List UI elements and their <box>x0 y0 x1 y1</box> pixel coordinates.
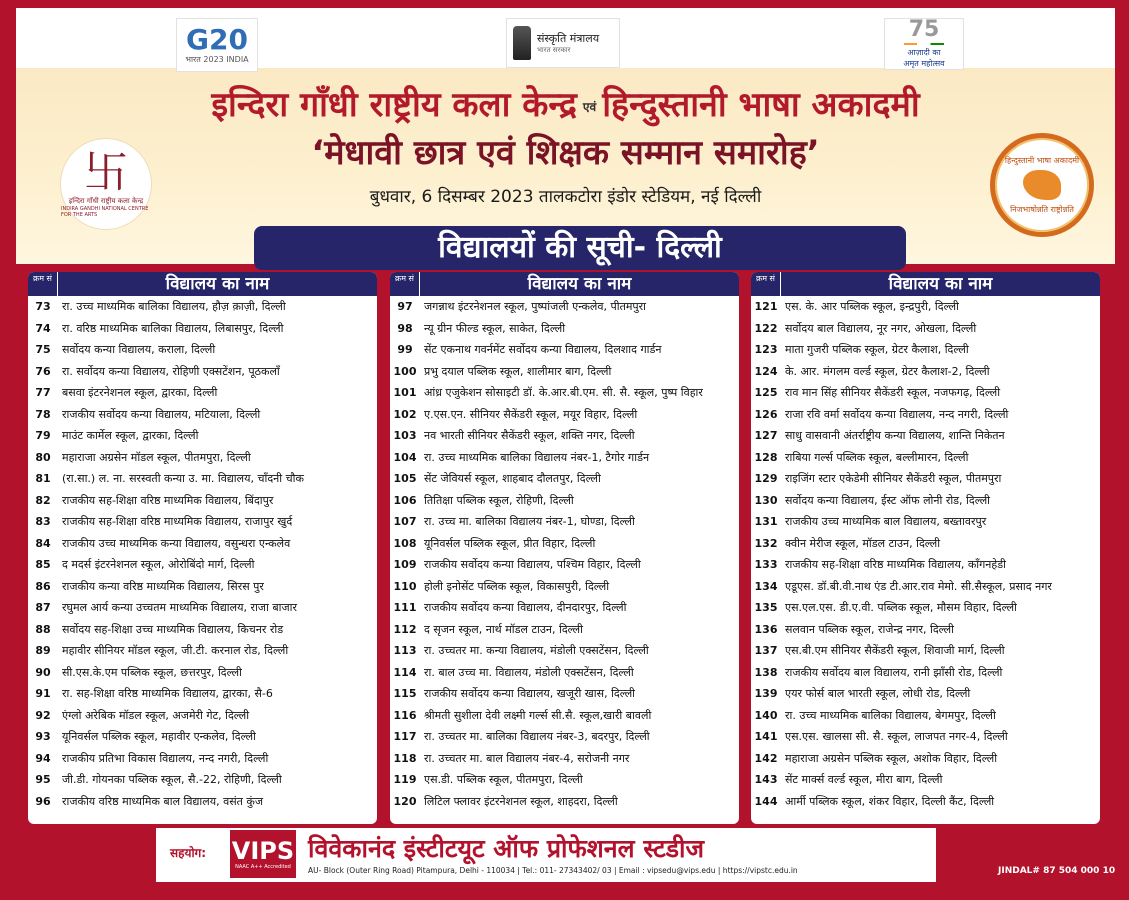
serial-number: 99 <box>397 343 413 357</box>
print-code: JINDAL# 87 504 000 10 <box>998 866 1116 876</box>
school-name: राजकीय सह-शिक्षा वरिष्ठ माध्यमिक विद्यालय, बिंदापुर <box>62 493 274 507</box>
school-name-header: विद्यालय का नाम <box>888 274 993 294</box>
vips-accreditation: NAAC A++ Accredited <box>235 864 291 870</box>
serial-number: 77 <box>35 386 51 400</box>
serial-number: 85 <box>35 558 51 572</box>
school-name: राजकीय उच्च माध्यमिक बाल विद्यालय, बख्तावरपुर <box>785 515 987 529</box>
vips-institute-name: विवेकानंद इंस्टीटयूट ऑफ प्रोफेशनल स्टडीज <box>308 834 705 863</box>
school-row <box>751 726 1100 748</box>
org2-name: हिन्दुस्तानी भाषा अकादमी <box>602 85 920 125</box>
school-row <box>751 318 1100 340</box>
school-name: रा. उच्च मा. बालिका विद्यालय नंबर-1, घोण्डा, दिल्ली <box>424 515 635 529</box>
serial-number: 91 <box>35 687 51 701</box>
india-map-icon <box>1023 170 1061 200</box>
serial-number: 102 <box>393 407 417 421</box>
school-name: तितिक्षा पब्लिक स्कूल, रोहिणी, दिल्ली <box>424 493 574 507</box>
g20-logo-subtext: भारत 2023 INDIA <box>185 54 249 64</box>
school-name: एडूएस. डॉ.बी.वी.नाथ एंड टी.आर.राव मेमो. सी.सैस्कूल, प्रसाद नगर <box>785 579 1052 593</box>
school-name: सेंट मार्क्स वर्ल्ड स्कूल, मीरा बाग, दिल्ली <box>785 773 943 787</box>
school-row <box>751 447 1100 469</box>
serial-number: 121 <box>754 300 778 314</box>
school-row <box>28 619 377 641</box>
serial-number: 110 <box>393 579 417 593</box>
school-row <box>28 318 377 340</box>
serial-number: 141 <box>754 730 778 744</box>
serial-number: 74 <box>35 321 51 335</box>
school-row <box>390 296 739 318</box>
school-row <box>28 490 377 512</box>
tricolor-flag-icon <box>904 43 944 45</box>
school-name: रा. उच्च माध्यमिक बालिका विद्यालय नंबर-1, टैगोर गार्डन <box>424 450 650 464</box>
serial-number: 126 <box>754 407 778 421</box>
serial-number: 123 <box>754 343 778 357</box>
serial-number-header: क्रम सं <box>390 272 420 296</box>
school-name: सर्वोदय सह-शिक्षा उच्च माध्यमिक विद्यालय, किचनर रोड <box>62 622 284 636</box>
school-name: राजकीय कन्या वरिष्ठ माध्यमिक विद्यालय, सिरस पुर <box>62 579 264 593</box>
serial-number: 144 <box>754 794 778 808</box>
column-header <box>28 272 377 296</box>
sanskriti-mantralaya-logo <box>506 18 620 68</box>
sanskriti-logo-line2: भारत सरकार <box>537 46 571 54</box>
school-name: होली इनोसेंट पब्लिक स्कूल, विकासपुरी, दिल्ली <box>424 579 610 593</box>
sponsor-bar <box>156 828 936 882</box>
vips-address: AU- Block (Outer Ring Road) Pitampura, Delhi - 110034 | Tel.: 011- 27343402/ 03 | Email : vipsedu@vips.edu | https://vipstc.edu.in <box>308 866 798 875</box>
school-list-column-2 <box>390 272 739 824</box>
school-list-column-3 <box>751 272 1100 824</box>
school-name: क्वीन मेरीज स्कूल, मॉडल टाउन, दिल्ली <box>785 536 941 550</box>
national-emblem-icon <box>513 26 531 60</box>
school-name: सर्वोदय बाल विद्यालय, नूर नगर, ओखला, दिल्ली <box>785 321 977 335</box>
school-name: राजकीय प्रतिभा विकास विद्यालय, नन्द नगरी, दिल्ली <box>62 751 269 765</box>
serial-number: 132 <box>754 536 778 550</box>
school-row <box>390 404 739 426</box>
serial-number: 108 <box>393 536 417 550</box>
school-row <box>751 619 1100 641</box>
sponsor-label: सहयोग: <box>170 846 207 860</box>
school-name: द मदर्स इंटरनेशनल स्कूल, ओरोबिंदो मार्ग, दिल्ली <box>62 558 255 572</box>
school-row <box>390 705 739 727</box>
school-row <box>390 640 739 662</box>
serial-number: 104 <box>393 450 417 464</box>
school-row <box>390 511 739 533</box>
school-name: जगन्नाथ इंटरनेशनल स्कूल, पुष्पांजली एन्कलेव, पीतमपुरा <box>424 300 647 314</box>
serial-number: 113 <box>393 644 417 658</box>
school-name: राजकीय सर्वोदय कन्या विद्यालय, खजूरी खास, दिल्ली <box>424 687 636 701</box>
school-name: नव भारती सीनियर सैकेंडरी स्कूल, शक्ति नगर, दिल्ली <box>424 429 635 443</box>
school-name: जी.डी. गोयनका पब्लिक स्कूल, सै.-22, रोहिणी, दिल्ली <box>62 773 282 787</box>
school-name: महावीर सीनियर मॉडल स्कूल, जी.टी. करनाल रोड, दिल्ली <box>62 644 289 658</box>
school-row <box>390 576 739 598</box>
school-row <box>390 425 739 447</box>
vips-logo-text: VIPS <box>231 837 295 865</box>
school-row <box>28 511 377 533</box>
serial-number-header: क्रम सं <box>751 272 781 296</box>
swastika-icon: 卐 <box>84 146 128 198</box>
school-name: रा. वरिष्ठ माध्यमिक बालिका विद्यालय, लिबासपुर, दिल्ली <box>62 321 284 335</box>
school-row <box>390 361 739 383</box>
serial-number: 137 <box>754 644 778 658</box>
serial-number: 80 <box>35 450 51 464</box>
school-row <box>390 490 739 512</box>
serial-number: 88 <box>35 622 51 636</box>
serial-number-header: क्रम सं <box>28 272 58 296</box>
hba-logo-top-text: हिन्दुस्तानी भाषा अकादमी <box>1004 156 1080 165</box>
school-row <box>28 662 377 684</box>
date-venue: बुधवार, 6 दिसम्बर 2023 तालकटोरा इंडोर स्टेडियम, नई दिल्ली <box>369 187 762 207</box>
school-row <box>751 490 1100 512</box>
school-name: यूनिवर्सल पब्लिक स्कूल, महावीर एन्कलेव, दिल्ली <box>62 730 256 744</box>
serial-number: 81 <box>35 472 51 486</box>
school-row <box>390 748 739 770</box>
school-row <box>751 769 1100 791</box>
serial-number: 97 <box>397 300 413 314</box>
school-row <box>751 640 1100 662</box>
school-row <box>751 382 1100 404</box>
serial-number: 98 <box>397 321 413 335</box>
school-name: सलवान पब्लिक स्कूल, राजेन्द्र नगर, दिल्ली <box>785 622 954 636</box>
serial-number: 140 <box>754 708 778 722</box>
school-name: रा. बाल उच्च मा. विद्यालय, मंडोली एक्सटेंसन, दिल्ली <box>424 665 634 679</box>
serial-number: 133 <box>754 558 778 572</box>
serial-number: 96 <box>35 794 51 808</box>
school-row <box>28 533 377 555</box>
school-row <box>751 511 1100 533</box>
school-name: लिटिल फ्लावर इंटरनेशनल स्कूल, शाहदरा, दिल्ली <box>424 794 618 808</box>
school-name: माता गुजरी पब्लिक स्कूल, ग्रेटर कैलाश, दिल्ली <box>785 343 969 357</box>
school-name: राजकीय सर्वोदय बाल विद्यालय, रानी झाँसी रोड, दिल्ली <box>785 665 1003 679</box>
school-name: द सृजन स्कूल, नार्थ मॉडल टाउन, दिल्ली <box>424 622 583 636</box>
school-name: ए.एस.एन. सीनियर सैकेंडरी स्कूल, मयूर विहार, दिल्ली <box>424 407 638 421</box>
school-row <box>390 597 739 619</box>
school-row <box>28 683 377 705</box>
serial-number: 114 <box>393 665 417 679</box>
school-row <box>28 554 377 576</box>
serial-number: 122 <box>754 321 778 335</box>
school-row <box>28 339 377 361</box>
school-row <box>28 296 377 318</box>
school-name: राजकीय वरिष्ठ माध्यमिक बाल विद्यालय, वसंत कुंज <box>62 794 264 808</box>
column-header <box>390 272 739 296</box>
school-row <box>751 404 1100 426</box>
serial-number: 86 <box>35 579 51 593</box>
serial-number: 101 <box>393 386 417 400</box>
school-row <box>28 404 377 426</box>
serial-number: 95 <box>35 773 51 787</box>
school-row <box>390 339 739 361</box>
school-row <box>751 554 1100 576</box>
school-row <box>751 425 1100 447</box>
azadi-ka-amrit-mahotsav-logo <box>884 18 964 70</box>
school-list-column-1 <box>28 272 377 824</box>
school-name: राजा रवि वर्मा सर्वोदय कन्या विद्यालय, नन्द नगरी, दिल्ली <box>785 407 1009 421</box>
hba-logo-bottom-text: निजभाषोन्नति राष्ट्रोन्नति <box>1010 205 1074 214</box>
school-name: सर्वोदय कन्या विद्यालय, ईस्ट ऑफ लोनी रोड, दिल्ली <box>785 493 991 507</box>
school-row <box>28 361 377 383</box>
azadi-logo-line1: आज़ादी का <box>907 48 941 57</box>
school-row <box>28 597 377 619</box>
list-banner: विद्यालयों की सूची- दिल्ली <box>254 226 906 270</box>
serial-number: 127 <box>754 429 778 443</box>
serial-number: 106 <box>393 493 417 507</box>
school-name: एस.एल.एस. डी.ए.वी. पब्लिक स्कूल, मौसम विहार, दिल्ली <box>785 601 1017 615</box>
school-row <box>751 662 1100 684</box>
school-name: सी.एस.के.एम पब्लिक स्कूल, छत्तरपुर, दिल्ली <box>62 665 242 679</box>
school-name-header: विद्यालय का नाम <box>165 274 270 294</box>
school-row <box>390 791 739 813</box>
school-name: रा. उच्च माध्यमिक बालिका विद्यालय, बेगमपुर, दिल्ली <box>785 708 996 722</box>
serial-number: 117 <box>393 730 417 744</box>
school-row <box>390 318 739 340</box>
serial-number: 115 <box>393 687 417 701</box>
org1-name: इन्दिरा गाँधी राष्ट्रीय कला केन्द्र <box>211 85 577 125</box>
serial-number: 138 <box>754 665 778 679</box>
school-name-header: विद्यालय का नाम <box>527 274 632 294</box>
school-name: एंग्लो अरेबिक मॉडल स्कूल, अजमेरी गेट, दिल्ली <box>62 708 250 722</box>
school-row <box>390 662 739 684</box>
serial-number: 75 <box>35 343 51 357</box>
school-name: रा. सह-शिक्षा वरिष्ठ माध्यमिक विद्यालय, द्वारका, सै-6 <box>62 687 273 701</box>
serial-number: 109 <box>393 558 417 572</box>
serial-number: 78 <box>35 407 51 421</box>
serial-number: 90 <box>35 665 51 679</box>
school-name: एस.बी.एम सीनियर सैकेंडरी स्कूल, शिवाजी मार्ग, दिल्ली <box>785 644 1005 658</box>
school-row <box>28 726 377 748</box>
school-name: आर्मी पब्लिक स्कूल, शंकर विहार, दिल्ली कैंट, दिल्ली <box>785 794 995 808</box>
serial-number: 93 <box>35 730 51 744</box>
school-row <box>390 683 739 705</box>
school-row <box>28 468 377 490</box>
school-name: राजकीय सह-शिक्षा वरिष्ठ माध्यमिक विद्यालय, राजापुर खुर्द <box>62 515 293 529</box>
school-name: एयर फोर्स बाल भारती स्कूल, लोधी रोड, दिल्ली <box>785 687 971 701</box>
school-name: रा. सर्वोदय कन्या विद्यालय, रोहिणी एक्सटेंशन, पूठकलाँ <box>62 364 280 378</box>
serial-number: 130 <box>754 493 778 507</box>
serial-number: 125 <box>754 386 778 400</box>
school-name: महाराजा अग्रसेन मॉडल स्कूल, पीतमपुरा, दिल्ली <box>62 450 251 464</box>
school-row <box>28 382 377 404</box>
school-name: रा. उच्चतर मा. बालिका विद्यालय नंबर-3, बदरपुर, दिल्ली <box>424 730 650 744</box>
serial-number: 143 <box>754 773 778 787</box>
school-name: राव मान सिंह सीनियर सैकेंडरी स्कूल, नजफगढ़, दिल्ली <box>785 386 1001 400</box>
ignca-logo <box>60 138 152 230</box>
hindustani-bhasha-akadami-logo <box>990 133 1094 237</box>
serial-number: 87 <box>35 601 51 615</box>
serial-number: 120 <box>393 794 417 808</box>
school-row <box>390 382 739 404</box>
school-name: महाराजा अग्रसेन पब्लिक स्कूल, अशोक विहार, दिल्ली <box>785 751 998 765</box>
serial-number: 135 <box>754 601 778 615</box>
serial-number: 84 <box>35 536 51 550</box>
school-name: रा. उच्चतर मा. कन्या विद्यालय, मंडोली एक्सटेंसन, दिल्ली <box>424 644 649 658</box>
school-row <box>390 533 739 555</box>
serial-number: 119 <box>393 773 417 787</box>
school-name: एस.डी. पब्लिक स्कूल, पीतमपुरा, दिल्ली <box>424 773 583 787</box>
g20-logo <box>176 18 258 72</box>
serial-number: 128 <box>754 450 778 464</box>
serial-number: 142 <box>754 751 778 765</box>
serial-number: 83 <box>35 515 51 529</box>
school-name: राजकीय उच्च माध्यमिक कन्या विद्यालय, वसुन्धरा एन्कलेव <box>62 536 291 550</box>
school-row <box>751 361 1100 383</box>
school-name: राजकीय सर्वोदय कन्या विद्यालय, मटियाला, दिल्ली <box>62 407 261 421</box>
school-name: राजकीय सह-शिक्षा वरिष्ठ माध्यमिक विद्यालय, कॉंगनहेडी <box>785 558 1006 572</box>
school-row <box>390 769 739 791</box>
school-row <box>28 791 377 813</box>
school-row <box>390 554 739 576</box>
school-name: श्रीमती सुशीला देवी लक्ष्मी गर्ल्स सी.सै. स्कूल,खारी बावली <box>424 708 652 722</box>
organizers-title <box>16 80 1115 126</box>
school-name: सर्वोदय कन्या विद्यालय, कराला, दिल्ली <box>62 343 216 357</box>
school-name: राजकीय सर्वोदय कन्या विद्यालय, पश्चिम विहार, दिल्ली <box>424 558 641 572</box>
school-row <box>390 447 739 469</box>
school-name: न्यू ग्रीन फील्ड स्कूल, साकेत, दिल्ली <box>424 321 566 335</box>
serial-number: 124 <box>754 364 778 378</box>
serial-number: 76 <box>35 364 51 378</box>
school-name: यूनिवर्सल पब्लिक स्कूल, प्रीत विहार, दिल्ली <box>424 536 596 550</box>
vips-logo <box>230 830 296 878</box>
school-row <box>751 597 1100 619</box>
serial-number: 89 <box>35 644 51 658</box>
school-row <box>390 468 739 490</box>
ignca-logo-english: INDIRA GANDHI NATIONAL CENTRE FOR THE ARTS <box>61 205 149 218</box>
serial-number: 107 <box>393 515 417 529</box>
school-row <box>28 705 377 727</box>
school-row <box>751 296 1100 318</box>
school-name: सेंट एकनाथ गवर्नमेंट सर्वोदय कन्या विद्यालय, दिलशाद गार्डन <box>424 343 662 357</box>
school-name: के. आर. मंगलम वर्ल्ड स्कूल, ग्रेटर कैलाश-2, दिल्ली <box>785 364 990 378</box>
serial-number: 73 <box>35 300 51 314</box>
serial-number: 116 <box>393 708 417 722</box>
serial-number: 112 <box>393 622 417 636</box>
school-name: माउंट कार्मेल स्कूल, द्वारका, दिल्ली <box>62 429 199 443</box>
school-row <box>28 425 377 447</box>
school-name: (रा.सा.) ल. ना. सरस्वती कन्या उ. मा. विद्यालय, चाँदनी चौक <box>62 472 304 486</box>
school-name: आंध्र एजुकेशन सोसाइटी डॉ. के.आर.बी.एम. सी. सै. स्कूल, पुष्प विहार <box>424 386 703 400</box>
school-name: एस.एस. खालसा सी. सै. स्कूल, लाजपत नगर-4, दिल्ली <box>785 730 1008 744</box>
column-header <box>751 272 1100 296</box>
serial-number: 134 <box>754 579 778 593</box>
school-row <box>751 468 1100 490</box>
serial-number: 129 <box>754 472 778 486</box>
serial-number: 100 <box>393 364 417 378</box>
serial-number: 118 <box>393 751 417 765</box>
serial-number: 103 <box>393 429 417 443</box>
serial-number: 94 <box>35 751 51 765</box>
school-row <box>751 748 1100 770</box>
serial-number: 131 <box>754 515 778 529</box>
school-row <box>28 447 377 469</box>
school-row <box>390 619 739 641</box>
school-name: एस. के. आर पब्लिक स्कूल, इन्द्रपुरी, दिल्ली <box>785 300 959 314</box>
azadi-logo-line2: अमृत महोत्सव <box>903 59 945 68</box>
school-row <box>751 705 1100 727</box>
serial-number: 136 <box>754 622 778 636</box>
serial-number: 82 <box>35 493 51 507</box>
school-row <box>28 769 377 791</box>
school-row <box>751 533 1100 555</box>
g20-logo-text: G20 <box>186 22 248 56</box>
school-name: राइजिंग स्टार एकेडेमी सीनियर सैकेंडरी स्कूल, पीतमपुरा <box>785 472 1002 486</box>
school-row <box>751 576 1100 598</box>
school-name: प्रभु दयाल पब्लिक स्कूल, शालीमार बाग, दिल्ली <box>424 364 612 378</box>
event-title: ‘मेधावी छात्र एवं शिक्षक सम्मान समारोह’ <box>311 133 820 173</box>
school-row <box>751 791 1100 813</box>
school-name: साधु वासवानी अंतर्राष्ट्रीय कन्या विद्यालय, शान्ति निकेतन <box>785 429 1005 443</box>
ignca-logo-hindi: इन्दिरा गाँधी राष्ट्रीय कला केन्द्र <box>68 196 144 205</box>
school-name: राबिया गर्ल्स पब्लिक स्कूल, बल्लीमारन, दिल्ली <box>785 450 969 464</box>
serial-number: 105 <box>393 472 417 486</box>
school-name: सेंट जेवियर्स स्कूल, शाहबाद दौलतपुर, दिल्ली <box>424 472 601 486</box>
serial-number: 111 <box>393 601 417 615</box>
serial-number: 79 <box>35 429 51 443</box>
school-name: बसवा इंटरनेशनल स्कूल, द्वारका, दिल्ली <box>62 386 218 400</box>
school-name: रा. उच्चतर मा. बाल विद्यालय नंबर-4, सरोजनी नगर <box>424 751 630 765</box>
school-name: रघुमल आर्य कन्या उच्चतम माध्यमिक विद्यालय, राजा बाजार <box>62 601 297 615</box>
school-name: राजकीय सर्वोदय कन्या विद्यालय, दीनदारपुर, दिल्ली <box>424 601 627 615</box>
school-row <box>28 576 377 598</box>
school-row <box>751 683 1100 705</box>
serial-number: 139 <box>754 687 778 701</box>
school-row <box>390 726 739 748</box>
school-row <box>28 748 377 770</box>
school-row <box>751 339 1100 361</box>
school-name: रा. उच्च माध्यमिक बालिका विद्यालय, हौज़ क़ाज़ी, दिल्ली <box>62 300 286 314</box>
azadi-logo-number: 75 <box>908 17 940 42</box>
header-panel <box>16 8 1115 264</box>
serial-number: 92 <box>35 708 51 722</box>
and-word: एवं <box>582 100 597 114</box>
school-row <box>28 640 377 662</box>
sanskriti-logo-line1: संस्कृति मंत्रालय <box>537 32 600 45</box>
